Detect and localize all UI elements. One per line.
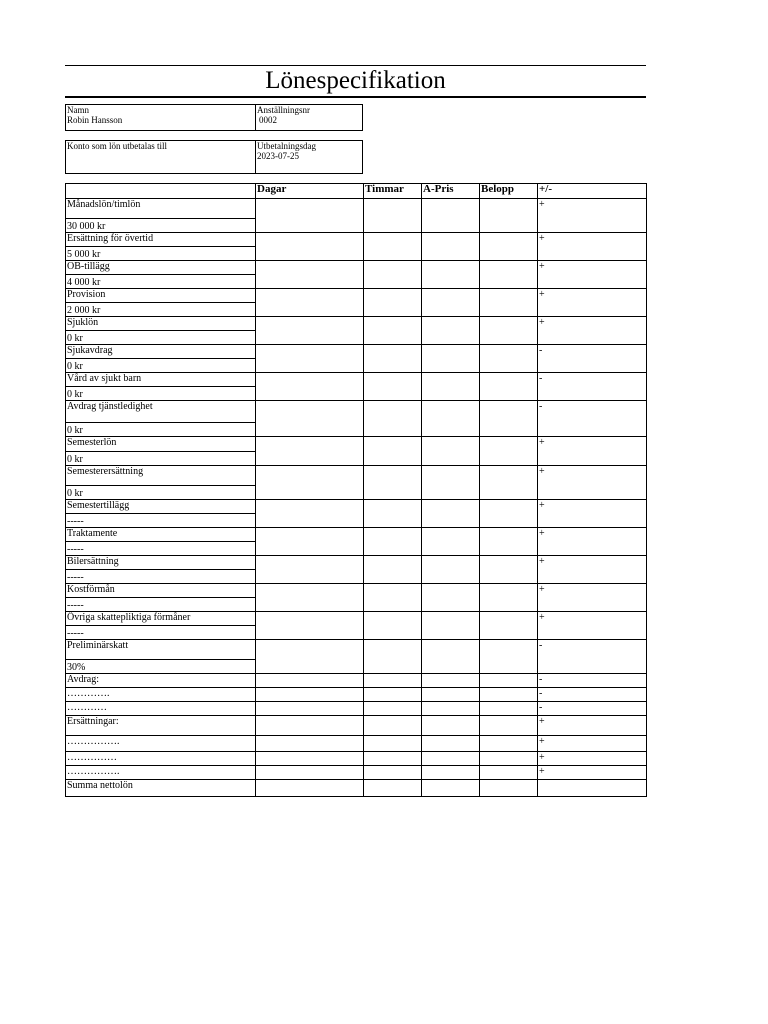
- header-timmar: Timmar: [364, 184, 422, 199]
- row-empty-cell: [256, 688, 364, 702]
- row-empty-cell: [364, 317, 422, 345]
- row-label: Semestertillägg: [66, 500, 256, 514]
- table-row: [66, 688, 647, 702]
- row-empty-cell: [364, 345, 422, 373]
- employee-info-box: [65, 104, 363, 131]
- row-empty-cell: [364, 780, 422, 797]
- row-empty-cell: [364, 640, 422, 674]
- table-header-row: [66, 184, 647, 199]
- row-empty-cell: [422, 437, 480, 466]
- row-value: 5 000 kr: [66, 247, 256, 261]
- row-label: Sjuklön: [66, 317, 256, 331]
- row-sign: +: [538, 500, 647, 528]
- row-value: 30 000 kr: [66, 219, 256, 233]
- row-label: Sjukavdrag: [66, 345, 256, 359]
- row-empty-cell: [480, 373, 538, 401]
- row-empty-cell: [422, 780, 480, 797]
- row-empty-cell: [364, 528, 422, 556]
- row-sign: -: [538, 702, 647, 716]
- salary-table: [65, 183, 647, 797]
- row-empty-cell: [422, 500, 480, 528]
- table-row: [66, 752, 647, 766]
- row-empty-cell: [256, 766, 364, 780]
- row-empty-cell: [256, 640, 364, 674]
- header-label: [66, 184, 256, 199]
- row-sign: -: [538, 373, 647, 401]
- row-empty-cell: [256, 199, 364, 233]
- row-empty-cell: [256, 702, 364, 716]
- row-empty-cell: [480, 674, 538, 688]
- row-label: Övriga skattepliktiga förmåner: [66, 612, 256, 626]
- row-label: ………….: [66, 688, 256, 702]
- row-empty-cell: [480, 702, 538, 716]
- row-value: 0 kr: [66, 423, 256, 437]
- row-value: 0 kr: [66, 387, 256, 401]
- row-empty-cell: [480, 528, 538, 556]
- row-empty-cell: [256, 780, 364, 797]
- row-value: 0 kr: [66, 331, 256, 345]
- row-empty-cell: [256, 261, 364, 289]
- row-empty-cell: [256, 752, 364, 766]
- table-row: [66, 289, 647, 303]
- row-empty-cell: [364, 466, 422, 500]
- row-empty-cell: [256, 584, 364, 612]
- row-value: 30%: [66, 660, 256, 674]
- row-label: Avdrag:: [66, 674, 256, 688]
- paydate-label: Utbetalningsdag: [257, 141, 316, 151]
- row-empty-cell: [480, 466, 538, 500]
- row-empty-cell: [480, 233, 538, 261]
- row-empty-cell: [480, 584, 538, 612]
- table-row: [66, 199, 647, 219]
- row-empty-cell: [422, 674, 480, 688]
- row-sign: -: [538, 345, 647, 373]
- row-empty-cell: [364, 584, 422, 612]
- row-sign: +: [538, 437, 647, 466]
- table-body: [66, 199, 647, 797]
- row-empty-cell: [256, 373, 364, 401]
- row-empty-cell: [480, 345, 538, 373]
- row-empty-cell: [256, 466, 364, 500]
- row-empty-cell: [422, 401, 480, 437]
- row-empty-cell: [480, 688, 538, 702]
- table-row: [66, 528, 647, 542]
- row-empty-cell: [364, 437, 422, 466]
- table-row: [66, 716, 647, 736]
- row-empty-cell: [480, 199, 538, 233]
- row-sign: +: [538, 199, 647, 233]
- table-row: [66, 466, 647, 486]
- row-empty-cell: [256, 556, 364, 584]
- row-sign: -: [538, 688, 647, 702]
- row-empty-cell: [480, 612, 538, 640]
- row-label: Kostförmån: [66, 584, 256, 598]
- row-value: 0 kr: [66, 486, 256, 500]
- row-value: 0 kr: [66, 452, 256, 466]
- table-row: [66, 345, 647, 359]
- row-empty-cell: [422, 640, 480, 674]
- row-empty-cell: [256, 345, 364, 373]
- table-row: [66, 612, 647, 626]
- empno-value: 0002: [259, 115, 277, 125]
- row-label: Ersättning för övertid: [66, 233, 256, 247]
- row-empty-cell: [364, 736, 422, 752]
- row-empty-cell: [422, 556, 480, 584]
- row-sign: +: [538, 766, 647, 780]
- row-empty-cell: [364, 752, 422, 766]
- row-empty-cell: [256, 736, 364, 752]
- row-empty-cell: [422, 612, 480, 640]
- table-row: [66, 584, 647, 598]
- row-label: …………….: [66, 766, 256, 780]
- row-empty-cell: [364, 612, 422, 640]
- row-empty-cell: [480, 780, 538, 797]
- table-row: [66, 702, 647, 716]
- row-empty-cell: [422, 233, 480, 261]
- row-value: -----: [66, 514, 256, 528]
- row-empty-cell: [422, 752, 480, 766]
- row-empty-cell: [364, 702, 422, 716]
- account-label: Konto som lön utbetalas till: [67, 141, 167, 151]
- table-row: [66, 780, 647, 797]
- row-empty-cell: [256, 500, 364, 528]
- row-empty-cell: [256, 401, 364, 437]
- header-a-pris: A-Pris: [422, 184, 480, 199]
- row-label: Semesterersättning: [66, 466, 256, 486]
- row-empty-cell: [256, 289, 364, 317]
- row-empty-cell: [422, 466, 480, 500]
- row-label: Avdrag tjänstledighet: [66, 401, 256, 423]
- row-empty-cell: [422, 528, 480, 556]
- row-label: ……………: [66, 752, 256, 766]
- table-row: [66, 500, 647, 514]
- row-empty-cell: [480, 289, 538, 317]
- row-label: Månadslön/timlön: [66, 199, 256, 219]
- row-sign: +: [538, 752, 647, 766]
- row-sign: +: [538, 612, 647, 640]
- row-empty-cell: [480, 640, 538, 674]
- row-sign: +: [538, 736, 647, 752]
- row-empty-cell: [422, 199, 480, 233]
- row-sign: -: [538, 640, 647, 674]
- row-empty-cell: [256, 528, 364, 556]
- row-empty-cell: [480, 261, 538, 289]
- row-value: -----: [66, 542, 256, 556]
- name-cell: [66, 105, 256, 130]
- row-empty-cell: [422, 702, 480, 716]
- row-empty-cell: [256, 233, 364, 261]
- row-empty-cell: [256, 317, 364, 345]
- row-empty-cell: [364, 674, 422, 688]
- row-empty-cell: [480, 401, 538, 437]
- row-label: Bilersättning: [66, 556, 256, 570]
- table-row: [66, 556, 647, 570]
- row-label: …………….: [66, 736, 256, 752]
- payment-info-box: [65, 140, 363, 174]
- header-belopp: Belopp: [480, 184, 538, 199]
- row-label: Ersättningar:: [66, 716, 256, 736]
- row-empty-cell: [480, 317, 538, 345]
- row-sign: +: [538, 528, 647, 556]
- row-empty-cell: [480, 556, 538, 584]
- row-label: Traktamente: [66, 528, 256, 542]
- row-empty-cell: [364, 688, 422, 702]
- row-value: -----: [66, 598, 256, 612]
- row-empty-cell: [422, 766, 480, 780]
- table-row: [66, 261, 647, 275]
- table-row: [66, 736, 647, 752]
- row-label: Semesterlön: [66, 437, 256, 452]
- row-value: 4 000 kr: [66, 275, 256, 289]
- row-empty-cell: [422, 317, 480, 345]
- row-empty-cell: [422, 345, 480, 373]
- row-sign: +: [538, 261, 647, 289]
- row-empty-cell: [480, 766, 538, 780]
- row-empty-cell: [364, 289, 422, 317]
- row-empty-cell: [480, 736, 538, 752]
- row-empty-cell: [422, 688, 480, 702]
- row-sign: +: [538, 289, 647, 317]
- empno-cell: [256, 105, 362, 130]
- row-label: Preliminärskatt: [66, 640, 256, 660]
- row-empty-cell: [480, 500, 538, 528]
- row-empty-cell: [364, 500, 422, 528]
- row-sign: +: [538, 556, 647, 584]
- title-bar: [65, 65, 646, 98]
- header-sign: +/-: [538, 184, 647, 199]
- row-empty-cell: [422, 736, 480, 752]
- row-empty-cell: [480, 716, 538, 736]
- table-row: [66, 317, 647, 331]
- account-cell: [66, 141, 256, 173]
- row-value: 0 kr: [66, 359, 256, 373]
- row-label: OB-tillägg: [66, 261, 256, 275]
- row-label: …………: [66, 702, 256, 716]
- row-empty-cell: [364, 233, 422, 261]
- table-row: [66, 674, 647, 688]
- row-empty-cell: [256, 674, 364, 688]
- row-empty-cell: [480, 437, 538, 466]
- table-row: [66, 401, 647, 423]
- table-row: [66, 233, 647, 247]
- paydate-value: 2023-07-25: [257, 151, 299, 161]
- row-sign: +: [538, 716, 647, 736]
- row-empty-cell: [256, 437, 364, 466]
- page-title: Lönespecifikation: [265, 67, 446, 94]
- row-empty-cell: [364, 556, 422, 584]
- row-sign: +: [538, 466, 647, 500]
- table-row: [66, 640, 647, 660]
- row-label: Vård av sjukt barn: [66, 373, 256, 387]
- row-empty-cell: [364, 199, 422, 233]
- row-value: -----: [66, 570, 256, 584]
- row-sign: -: [538, 674, 647, 688]
- row-empty-cell: [256, 612, 364, 640]
- table-row: [66, 766, 647, 780]
- table-row: [66, 373, 647, 387]
- row-sign: +: [538, 317, 647, 345]
- row-empty-cell: [364, 373, 422, 401]
- paydate-cell: [256, 141, 362, 173]
- row-label: Provision: [66, 289, 256, 303]
- name-value: Robin Hansson: [67, 115, 123, 125]
- row-sign: +: [538, 584, 647, 612]
- table-row: [66, 437, 647, 452]
- row-value: -----: [66, 626, 256, 640]
- name-label: Namn: [67, 105, 89, 115]
- row-sign: +: [538, 233, 647, 261]
- row-empty-cell: [364, 401, 422, 437]
- row-empty-cell: [364, 716, 422, 736]
- header-dagar: Dagar: [256, 184, 364, 199]
- row-empty-cell: [422, 716, 480, 736]
- row-empty-cell: [256, 716, 364, 736]
- row-empty-cell: [422, 261, 480, 289]
- row-value: 2 000 kr: [66, 303, 256, 317]
- empno-label: Anställningsnr: [257, 105, 310, 115]
- row-label: Summa nettolön: [66, 780, 256, 797]
- row-empty-cell: [364, 766, 422, 780]
- row-empty-cell: [422, 373, 480, 401]
- row-sign: [538, 780, 647, 797]
- row-empty-cell: [364, 261, 422, 289]
- row-empty-cell: [480, 752, 538, 766]
- row-sign: -: [538, 401, 647, 437]
- row-empty-cell: [422, 584, 480, 612]
- row-empty-cell: [422, 289, 480, 317]
